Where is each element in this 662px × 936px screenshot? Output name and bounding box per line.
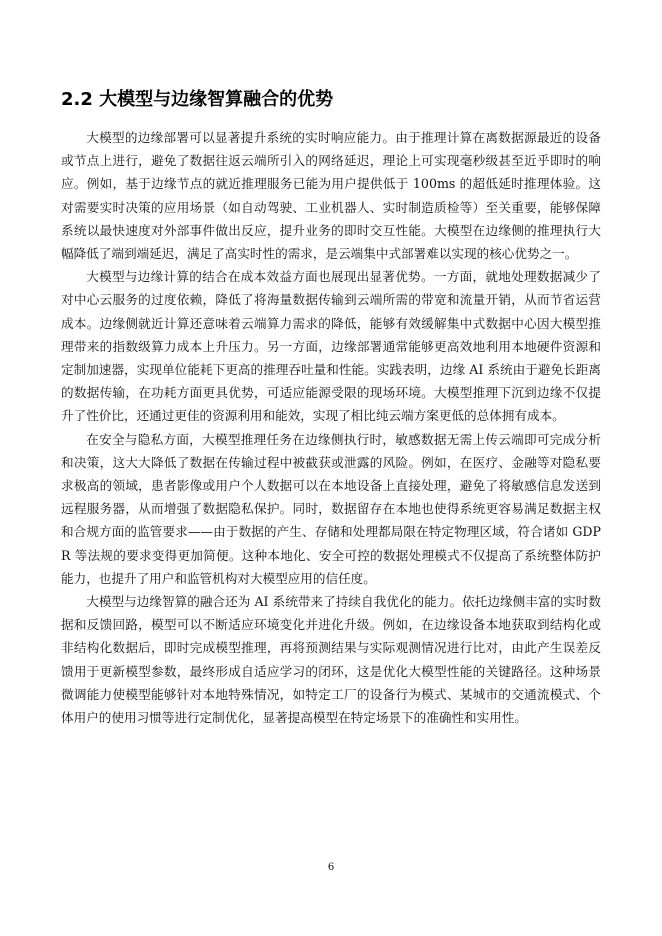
paragraph-privacy: 在安全与隐私方面，大模型推理任务在边缘侧执行时，敏感数据无需上传云端即可完成分析和决策，这大大降低了数据在传输过程中被截获或泄露的风险。例如，在医疗、金融等对隐私要求极高的领域，患者影像或用户个人数据可以在本地设备上直接处理，避免了将敏感信息发送到远程服务器，从而增强了数据隐私保护。同时，数据留存在本地也使得系统更容易满足数据主权和合规方面的监管要求——由于数据的产生、存储和处理都局限在特定物理区域，符合诸如 GDPR 等法规的要求变得更加简便。这种本地化、安全可控的数据处理模式不仅提高了系统整体防护能力，也提升了用户和监管机构对大模型应用的信任度。 <box>61 431 601 586</box>
section-body <box>61 126 601 729</box>
paragraph-realtime: 大模型的边缘部署可以显著提升系统的实时响应能力。由于推理计算在离数据源最近的设备或节点上进行，避免了数据往返云端所引入的网络延迟，理论上可实现毫秒级甚至近乎即时的响应。例如，基于边缘节点的就近推理服务已能为用户提供低于 100ms 的超低延时推理体验。这对需要实时决策的应用场景（如自动驾驶、工业机器人、实时制造质检等）至关重要，能够保障系统以最快速度对外部事件做出反应，提升业务的即时交互性能。大模型在边缘侧的推理执行大幅降低了端到端延迟，满足了高实时性的需求，是云端集中式部署难以实现的核心优势之一。 <box>61 130 601 262</box>
section-heading: 2.2 大模型与边缘智算融合的优势 <box>61 89 334 110</box>
paragraph-cost: 大模型与边缘计算的结合在成本效益方面也展现出显著优势。一方面，就地处理数据减少了对中心云服务的过度依赖，降低了将海量数据传输到云端所需的带宽和流量开销，从而节省运营成本。边缘侧就近计算还意味着云端算力需求的降低，能够有效缓解集中式数据中心因大模型推理带来的指数级算力成本上升压力。另一方面，边缘部署通常能够更高效地利用本地硬件资源和定制加速器，实现单位能耗下更高的推理吞吐量和性能。实践表明，边缘 AI 系统由于避免长距离的数据传输，在功耗方面更具优势，可适应能源受限的现场环境。大模型推理下沉到边缘不仅提升了性价比，还通过更佳的资源利用和能效，实现了相比纯云端方案更低的总体拥有成本。 <box>61 269 601 424</box>
paragraph-self-optimization: 大模型与边缘智算的融合还为 AI 系统带来了持续自我优化的能力。依托边缘侧丰富的实时数据和反馈回路，模型可以不断适应环境变化并进化升级。例如，在边缘设备本地获取到结构化或非结构化数据后，即时完成模型推理，再将预测结果与实际观测情况进行比对，由此产生误差反馈用于更新模型参数，最终形成自适应学习的闭环，这是优化大模型性能的关键路径。这种场景微调能力使模型能够针对本地特殊情况，如特定工厂的设备行为模式、某城市的交通流模式、个体用户的使用习惯等进行定制优化，显著提高模型在特定场景下的准确性和实用性。 <box>61 594 601 726</box>
page-number: 6 <box>327 862 335 873</box>
